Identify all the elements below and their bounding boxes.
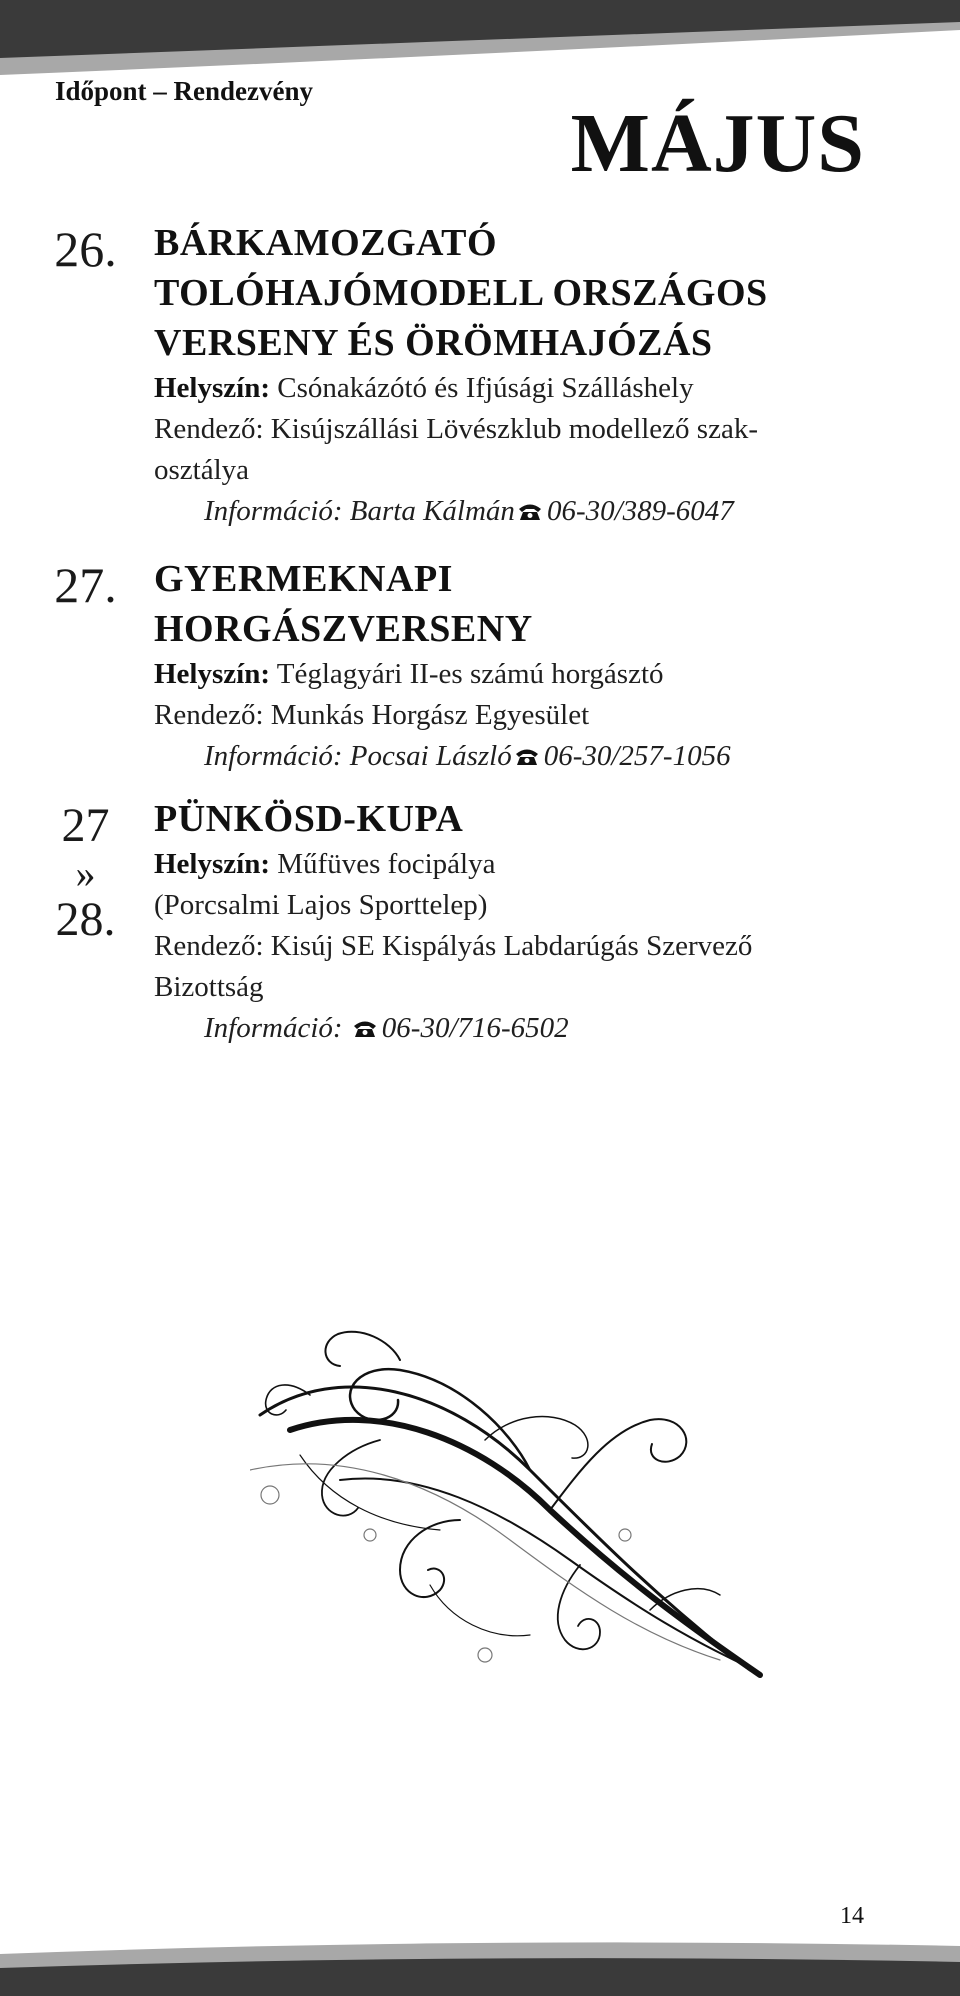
phone-icon [352,1019,378,1039]
event-date: 26. [54,221,117,277]
page-number: 14 [840,1903,864,1929]
phone-number: 06-30/389-6047 [546,495,734,527]
venue-text: Csónakázótó és Ifjúsági Szálláshely [277,372,694,404]
contact-name: Pocsai László [349,740,512,772]
event-title-line: VERSENY ÉS ÖRÖMHAJÓZÁS [154,322,713,364]
venue-label: Helyszín: [154,658,270,690]
event-info [154,491,834,532]
event-body [154,554,834,777]
event-organizer-line: osztálya [154,454,250,486]
event-title-line: TOLÓHAJÓMODELL ORSZÁGOS [154,272,768,314]
date-start: 27 [61,799,110,852]
venue-label: Helyszín: [154,848,270,880]
contact-name: Barta Kálmán [349,495,515,527]
venue-label: Helyszín: [154,372,270,404]
top-band [0,0,960,80]
info-label: Információ: [204,1012,343,1044]
event-title-line: HORGÁSZVERSENY [154,608,533,650]
event-venue [154,654,834,695]
info-label: Információ: [204,495,343,527]
event-venue [154,844,834,885]
event-info [154,1008,834,1049]
event-organizer-line: Bizottság [154,971,264,1003]
month-title: MÁJUS [570,97,865,190]
swirl-ornament [250,1320,770,1690]
phone-icon [514,747,540,767]
phone-number: 06-30/716-6502 [381,1012,569,1044]
date-separator: » [75,851,96,896]
event-date: 27. [54,557,117,613]
bottom-band [0,1916,960,1996]
event-body [154,218,834,532]
event-title-line: PÜNKÖSD-KUPA [154,798,464,840]
section-label: Időpont – Rendezvény [55,76,314,106]
phone-icon [517,502,543,522]
phone-number: 06-30/257-1056 [543,740,731,772]
event-organizer-line: Rendező: Munkás Horgász Egyesület [154,699,590,731]
event-info [154,736,834,777]
event-date-range [48,799,123,946]
venue-text: Téglagyári II-es számú horgásztó [276,658,664,690]
event-title-line: GYERMEKNAPI [154,558,453,600]
venue-text: Műfüves focipálya [277,848,496,880]
event-title-line: BÁRKAMOZGATÓ [154,222,498,264]
event-body [154,794,834,1049]
info-label: Információ: [204,740,343,772]
event-venue-line2: (Porcsalmi Lajos Sporttelep) [154,889,488,921]
date-end: 28. [55,893,116,946]
event-organizer-line: Rendező: Kisúj SE Kispályás Labdarúgás Szervező [154,930,753,962]
event-organizer-line: Rendező: Kisújszállási Lövészklub modellező szak- [154,413,758,445]
event-venue [154,368,834,409]
